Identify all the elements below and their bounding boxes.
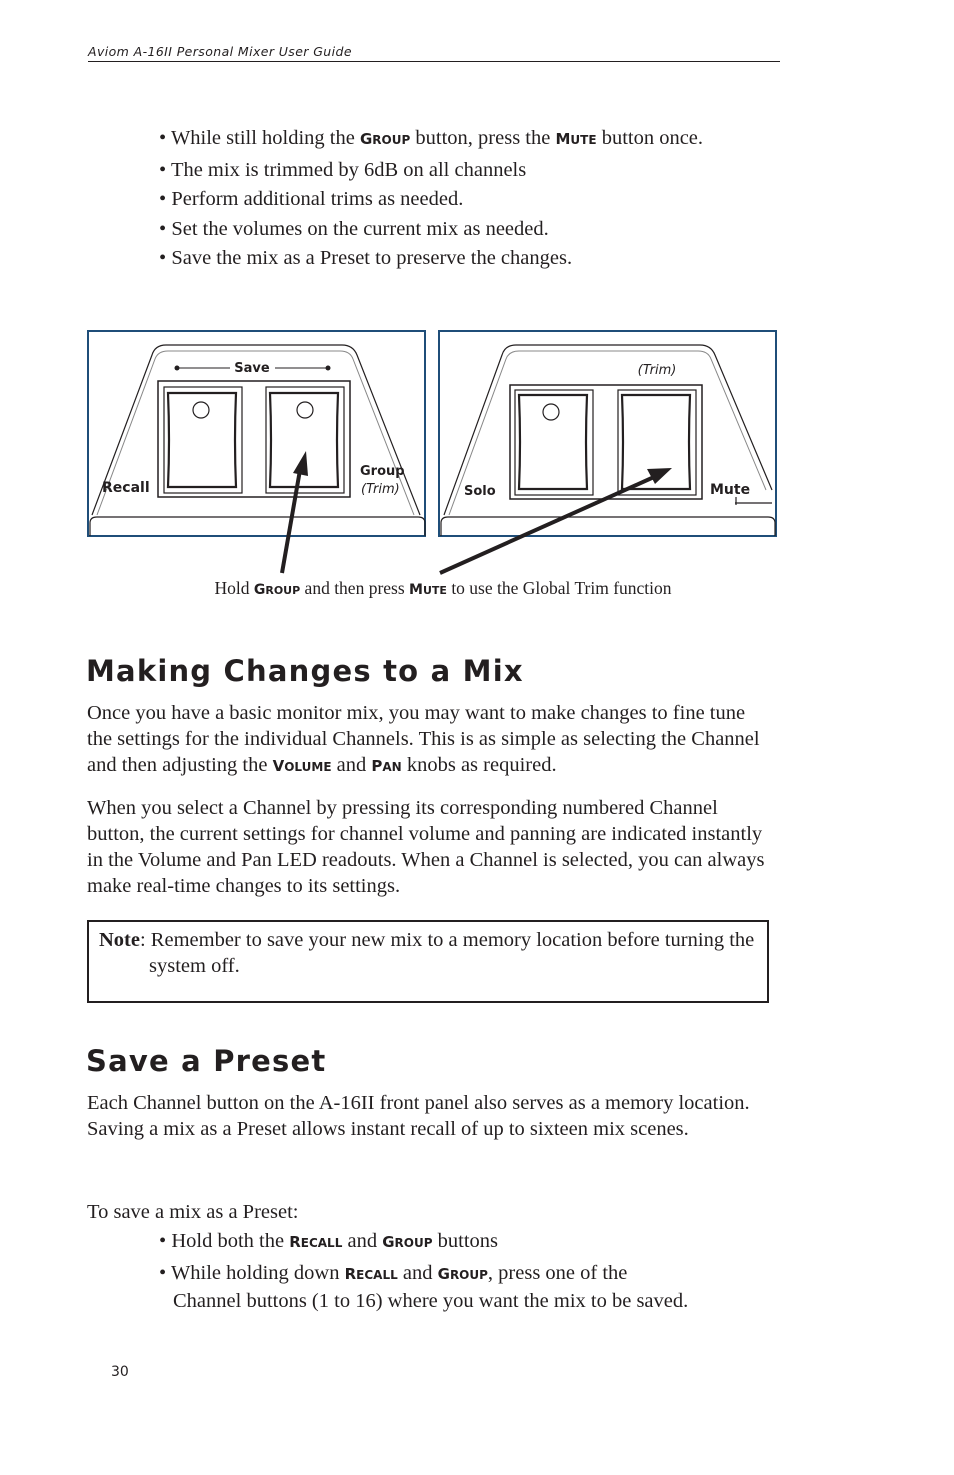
page-number: 30	[111, 1364, 129, 1380]
save-preset-intro: To save a mix as a Preset:	[87, 1201, 299, 1223]
recall-label: Recall	[102, 480, 150, 496]
right-panel-illustration	[439, 331, 776, 536]
note-box	[87, 920, 769, 1003]
group-label: Group	[360, 464, 405, 479]
trim-label: (Trim)	[637, 363, 677, 378]
trim-steps-list	[159, 125, 719, 275]
mute-label: Mute	[710, 482, 751, 498]
solo-label: Solo	[464, 484, 496, 499]
list-item: • While holding down RECALL and GROUP, press one of the Channel buttons (1 to 16) where you want the mix to be saved.	[159, 1261, 689, 1312]
making-changes-paragraph-1: Once you have a basic monitor mix, you may want to make changes to fine tune the settings for the individual Channels. This is as simple as selecting the Channel and then adjusting the VOLUME and PAN knobs as required.	[87, 702, 760, 776]
running-header: Aviom A-16II Personal Mixer User Guide	[88, 44, 780, 62]
global-trim-figure	[80, 325, 790, 575]
section-heading-making-changes: Making Changes to a Mix	[86, 654, 524, 688]
group-trim-label: (Trim)	[361, 482, 400, 497]
list-item: • Save the mix as a Preset to preserve the changes.	[159, 247, 573, 269]
section-heading-save-preset: Save a Preset	[86, 1044, 327, 1078]
list-item: • Hold both the RECALL and GROUP buttons	[159, 1230, 498, 1252]
list-item: • Set the volumes on the current mix as needed.	[159, 217, 549, 240]
save-preset-steps-list	[159, 1228, 689, 1317]
list-item: • Perform additional trims as needed.	[159, 188, 464, 210]
making-changes-paragraph-2: When you select a Channel by pressing its corresponding numbered Channel button, the current settings for channel volume and panning are indicated instantly in the Volume and Pan LED readouts. When a Channel is selected, you can always make real-time changes to its settings.	[87, 797, 765, 897]
note-text: Note: Remember to save your new mix to a memory location before turning the system off.	[99, 929, 755, 977]
figure-caption: Hold GROUP and then press MUTE to use the Global Trim function	[214, 578, 672, 598]
list-item: • While still holding the GROUP button, press the MUTE button once.	[159, 127, 704, 149]
save-label: Save	[234, 361, 270, 376]
list-item: • The mix is trimmed by 6dB on all channels	[159, 158, 527, 181]
save-preset-paragraph-1: Each Channel button on the A-16II front panel also serves as a memory location. Saving a mix as a Preset allows instant recall of up to sixteen mix scenes.	[87, 1092, 750, 1140]
